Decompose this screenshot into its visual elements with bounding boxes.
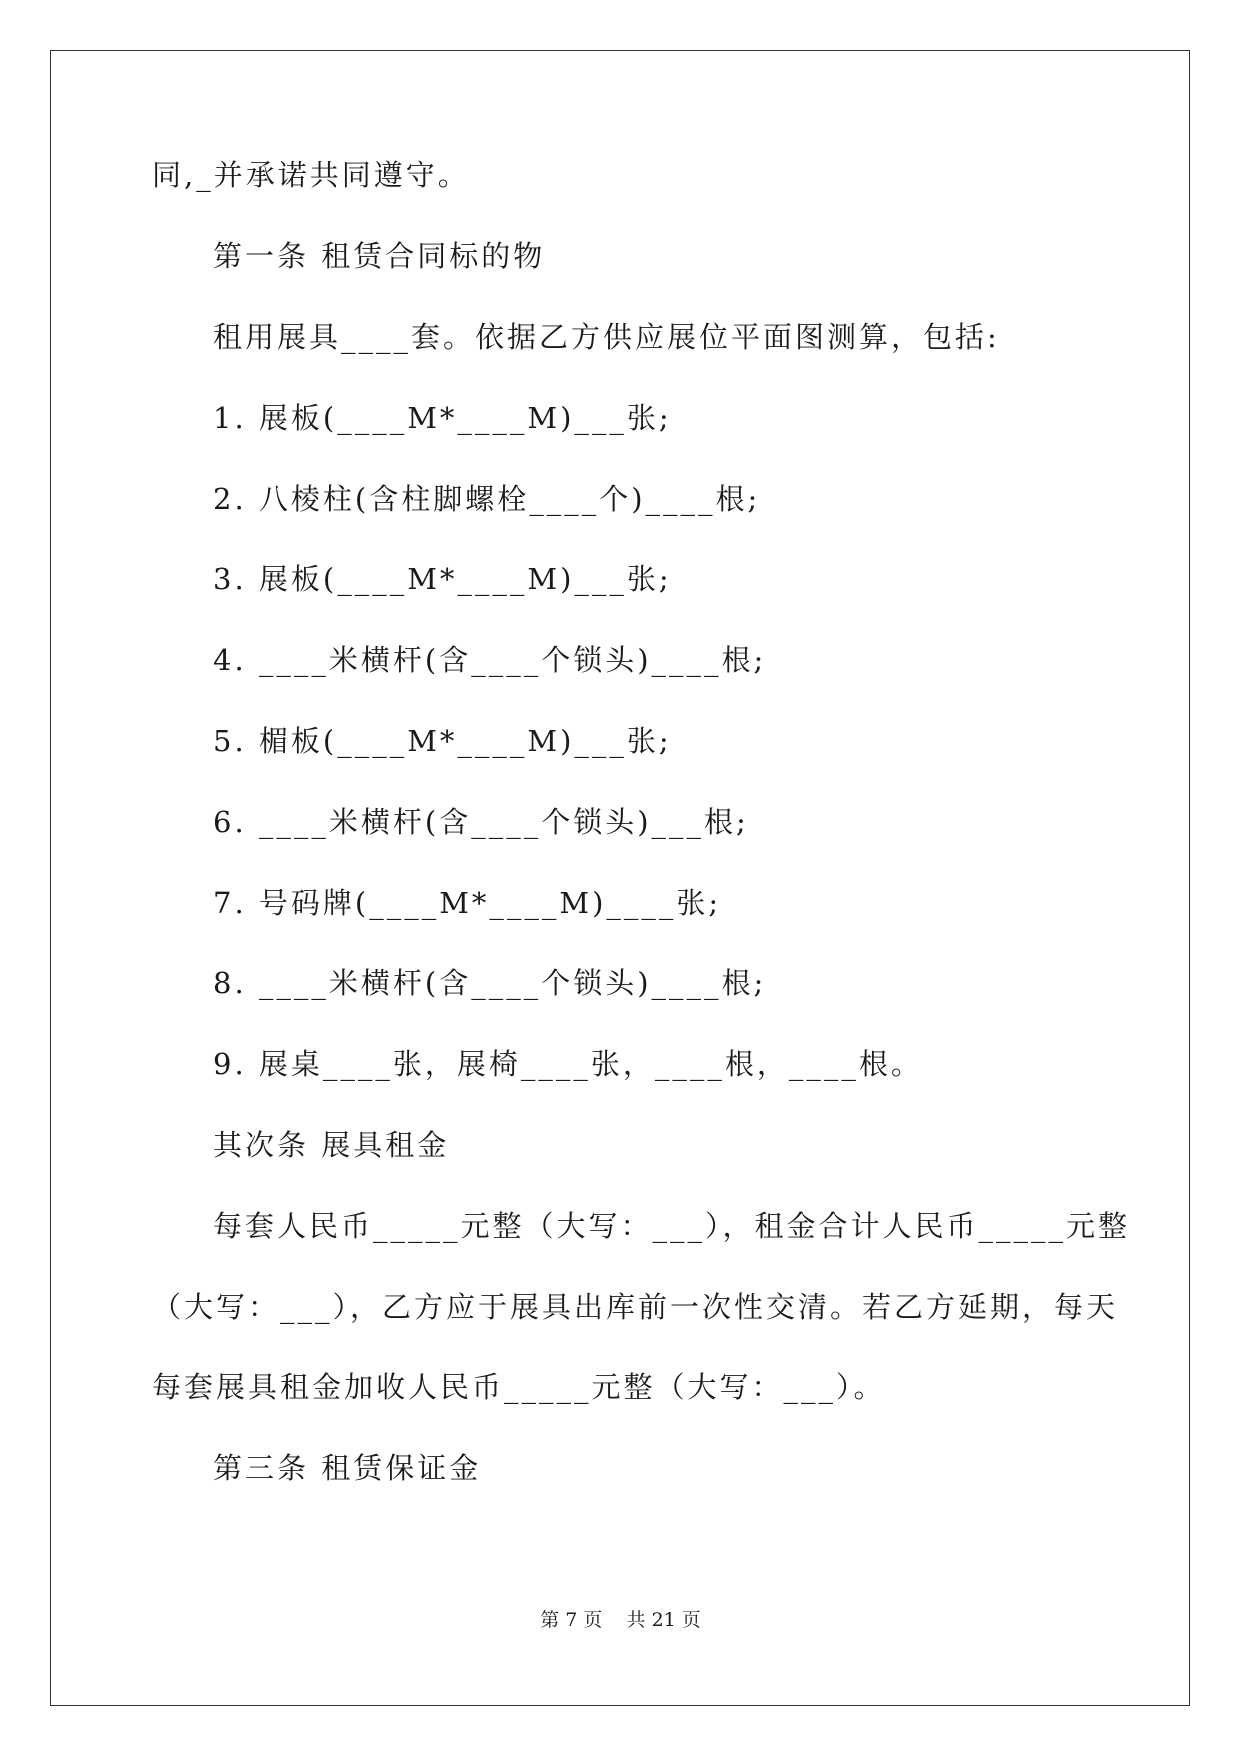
list-item: 5. 楣板(____M*____M)___张; [213, 724, 672, 758]
list-item: 1. 展板(____M*____M)___张; [213, 401, 672, 435]
article-heading: 第三条 租赁保证金 [213, 1451, 482, 1485]
list-item: 9. 展桌____张，展椅____张，____根，____根。 [213, 1047, 923, 1081]
text-line: （大写：___），乙方应于展具出库前一次性交清。若乙方延期，每天 [152, 1290, 1119, 1324]
article-heading: 其次条 展具租金 [213, 1128, 450, 1162]
text-line: 同,_并承诺共同遵守。 [152, 158, 470, 192]
list-item: 8. ____米横杆(含____个锁头)____根; [213, 966, 767, 1000]
list-item: 6. ____米横杆(含____个锁头)___根; [213, 805, 749, 839]
list-item: 2. 八棱柱(含柱脚螺栓____个)____根; [213, 482, 761, 516]
list-item: 3. 展板(____M*____M)___张; [213, 562, 672, 596]
list-item: 7. 号码牌(____M*____M)____张; [213, 886, 722, 920]
list-item: 4. ____米横杆(含____个锁头)____根; [213, 643, 767, 677]
page-number-footer: 第 7 页 共 21 页 [540, 1609, 701, 1631]
text-line: 租用展具____套。依据乙方供应展位平面图测算，包括: [213, 320, 1000, 354]
article-heading: 第一条 租赁合同标的物 [213, 239, 546, 273]
text-line: 每套展具租金加收人民币_____元整（大写：___）。 [152, 1370, 886, 1404]
text-line: 每套人民币_____元整（大写：___），租金合计人民币_____元整 [213, 1209, 1131, 1243]
